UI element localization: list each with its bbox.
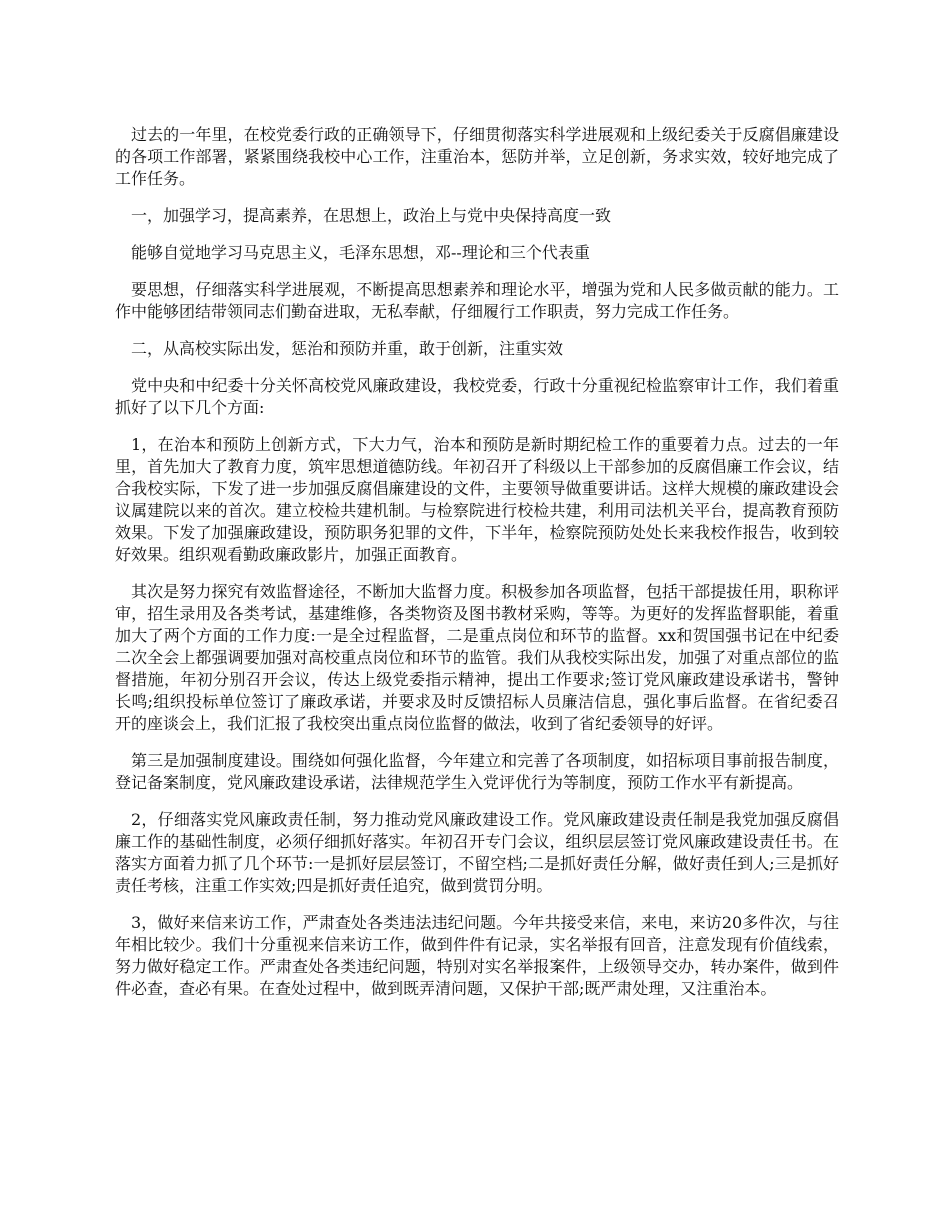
document-body <box>115 124 839 1015</box>
paragraph-supervision: 其次是努力探究有效监督途径，不断加大监督力度。积极参加各项监督，包括干部提拔任用，职称评审，招生录用及各类考试，基建维修，各类物资及图书教材采购，等等。为更好的发挥监督职能，着重加大了两个方面的工作力度:一是全过程监督，二是重点岗位和环节的监督。xx和贺国强书记在中纪委二次全会上都强调要加强对高校重点岗位和环节的监管。我们从我校实际出发，加强了对重点部位的监督措施，年初分别召开会议，传达上级党委指示精神，提出工作要求;签订党风廉政建设承诺书，警钟长鸣;组织投标单位签订了廉政承诺，并要求及时反馈招标人员廉洁信息，强化事后监督。在省纪委召开的座谈会上，我们汇报了我校突出重点岗位监督的做法，收到了省纪委领导的好评。 <box>115 582 839 733</box>
paragraph-point-2: 2，仔细落实党风廉政责任制，努力推动党风廉政建设工作。党风廉政建设责任制是我党加强反腐倡廉工作的基础性制度，必须仔细抓好落实。年初召开专门会议，组织层层签订党风廉政建设责任书。在落实方面着力抓了几个环节:一是抓好层层签订，不留空档;二是抓好责任分解，做好责任到人;三是抓好责任考核，注重工作实效;四是抓好责任追究，做到赏罚分明。 <box>115 810 839 895</box>
heading-section-1: 一，加强学习，提高素养，在思想上，政治上与党中央保持高度一致 <box>131 206 612 225</box>
paragraph-point-3: 3，做好来信来访工作，严肃查处各类违法违纪问题。今年共接受来信，来电，来访20多件次，与往年相比较少。我们十分重视来信来访工作，做到件件有记录，实名举报有回音，注意发现有价值线索，努力做好稳定工作。严肃查处各类违纪问题，特别对实名举报案件，上级领导交办，转办案件，做到件件必查，查必有果。在查处过程中，做到既弄清问题，又保护干部;既严肃处理，又注重治本。 <box>115 913 839 998</box>
paragraph-point-1: 1，在治本和预防上创新方式，下大力气，治本和预防是新时期纪检工作的重要着力点。过去的一年里，首先加大了教育力度，筑牢思想道德防线。年初召开了科级以上干部参加的反腐倡廉工作会议，结合我校实际，下发了进一步加强反腐倡廉建设的文件，主要领导做重要讲话。这样大规模的廉政建设会议属建院以来的首次。建立校检共建机制。与检察院进行校检共建，利用司法机关平台，提高教育预防效果。下发了加强廉政建设，预防职务犯罪的文件，下半年，检察院预防处处长来我校作报告，收到较好效果。组织观看勤政廉政影片，加强正面教育。 <box>115 435 839 564</box>
paragraph-thinking: 要思想，仔细落实科学进展观，不断提高思想素养和理论水平，增强为党和人民多做贡献的能力。工作中能够团结带领同志们勤奋进取，无私奉献，仔细履行工作职责，努力完成工作任务。 <box>115 280 839 321</box>
paragraph-study: 能够自觉地学习马克思主义，毛泽东思想，邓--理论和三个代表重 <box>131 243 590 262</box>
heading-section-2: 二，从高校实际出发，惩治和预防并重，敢于创新，注重实效 <box>131 339 564 358</box>
paragraph-focus-areas: 党中央和中纪委十分关怀高校党风廉政建设，我校党委，行政十分重视纪检监察审计工作，我们着重抓好了以下几个方面: <box>115 376 839 417</box>
paragraph-intro: 过去的一年里，在校党委行政的正确领导下，仔细贯彻落实科学进展观和上级纪委关于反腐倡廉建设的各项工作部署，紧紧围绕我校中心工作，注重治本，惩防并举，立足创新，务求实效，较好地完成了工作任务。 <box>115 125 839 188</box>
paragraph-institution: 第三是加强制度建设。围绕如何强化监督，今年建立和完善了各项制度，如招标项目事前报告制度，登记备案制度，党风廉政建设承诺，法律规范学生入党评优行为等制度，预防工作水平有新提高。 <box>115 751 839 792</box>
